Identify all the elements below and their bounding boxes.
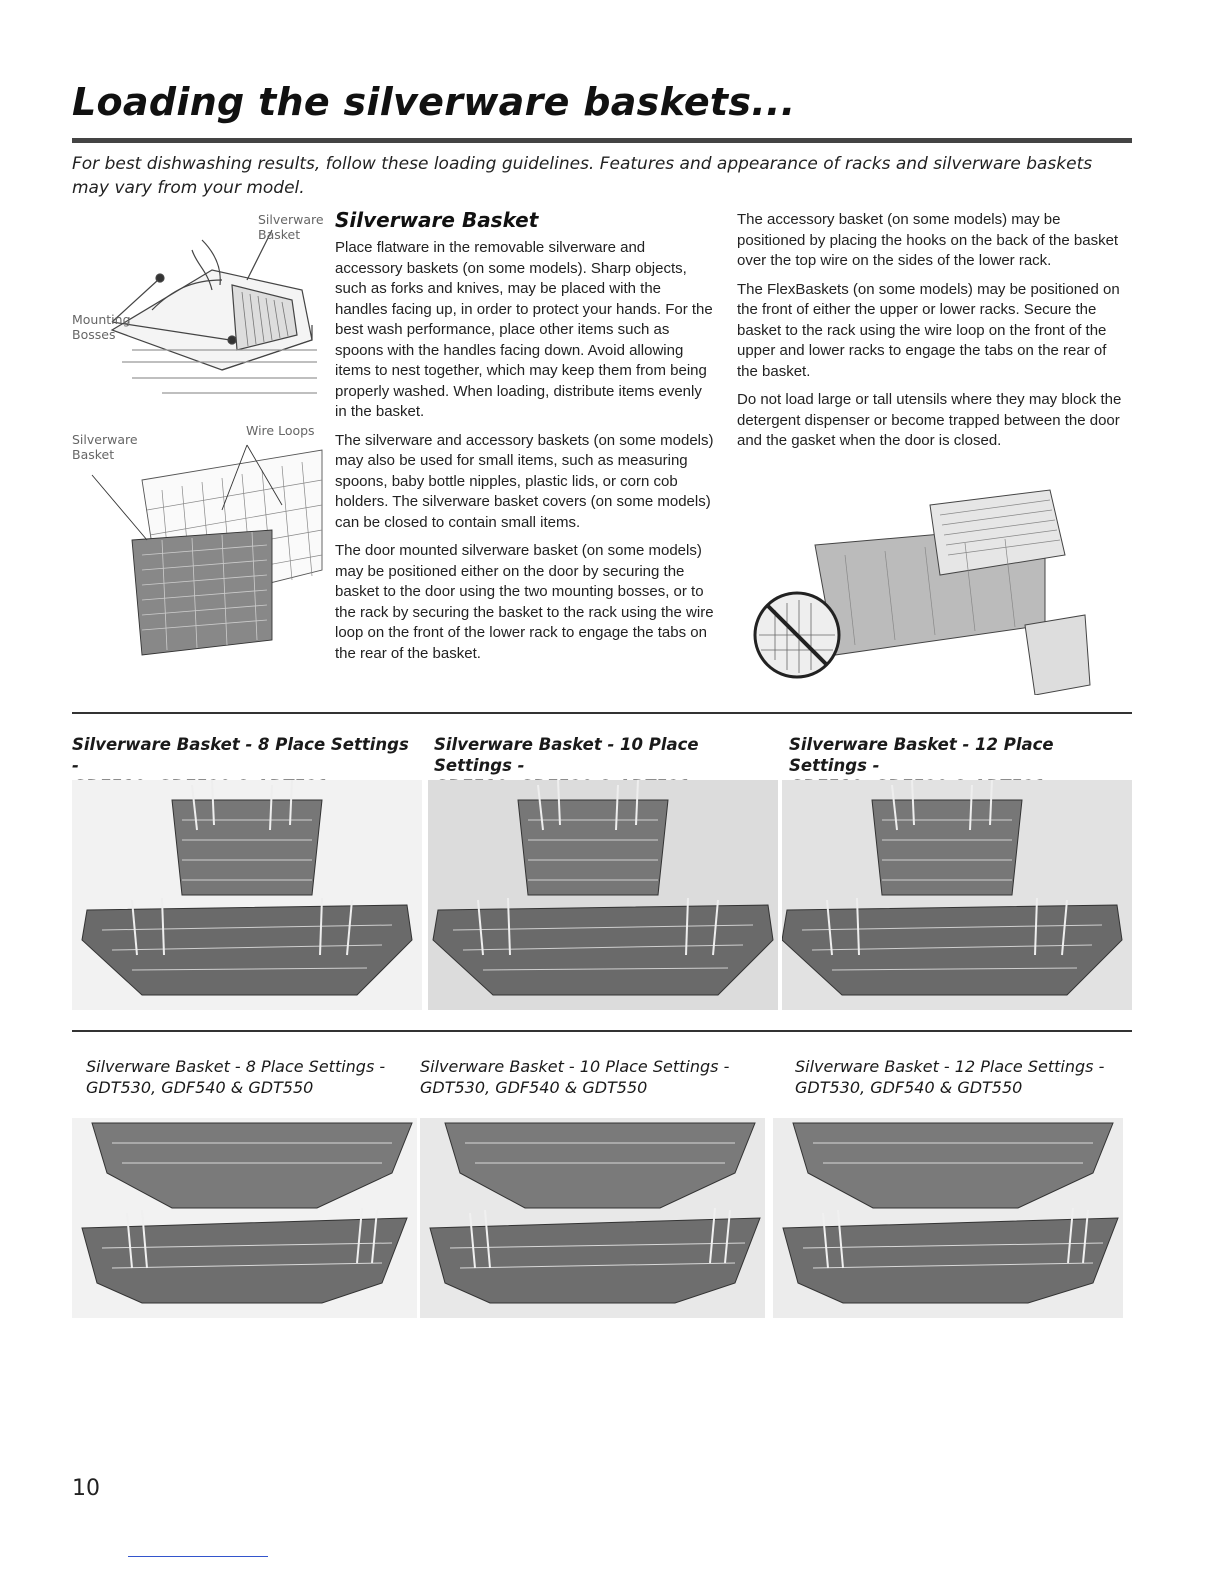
paragraph: Place flatware in the removable silverware and accessory baskets (on some models). Sharp objects, such as forks and knives, may be placed with the handles facing up, in order to protect your hands. For the best wash performance, place other items such as spoons with the handles facing down. Avoid allowing items to nest together, which may keep them from being properly washed. When loading, distribute items evenly in the basket. — [335, 239, 713, 420]
label-silverware-basket-bottom — [72, 432, 138, 462]
divider — [72, 712, 1132, 714]
paragraph: Do not load large or tall utensils where they may block the detergent dispenser or become trapped between the door and the gasket when the door is closed. — [737, 391, 1122, 449]
caption-title: Silverware Basket - 12 Place Settings - — [795, 1057, 1105, 1076]
paragraph: The FlexBaskets (on some models) may be positioned on the front of either the upper or lower racks. Secure the basket to the rack using the wire loop on the front of the upper and lower racks to engage the tabs on the rear of the basket. — [737, 280, 1120, 380]
caption-8-place-row2 — [86, 1056, 426, 1098]
paragraph: The door mounted silverware basket (on some models) may be positioned either on the door by securing the basket to the door using the two mounting bosses, or to the rack by securing the basket to the rack using the wire loop on the front of the lower rack to engage the tabs on the rear of the basket. — [335, 542, 714, 662]
page-title: Loading the silverware baskets... — [72, 80, 796, 124]
photo-8-place-row1 — [72, 780, 422, 1010]
caption-models: GDT530, GDF540 & GDT550 — [86, 1078, 314, 1097]
flexbasket-illustration — [745, 485, 1125, 695]
label-wire-loops: Wire Loops — [246, 423, 315, 438]
section-heading: Silverware Basket — [335, 208, 539, 232]
photo-12-place-row1 — [782, 780, 1132, 1010]
photo-10-place-row1 — [428, 780, 778, 1010]
caption-title: Silverware Basket - 10 Place Settings - — [434, 735, 699, 775]
label-line: Silverware — [258, 212, 324, 227]
photo-12-place-row2 — [773, 1118, 1123, 1318]
label-silverware-basket-top — [258, 212, 324, 242]
right-column-text — [737, 210, 1122, 460]
paragraph: The accessory basket (on some models) may be positioned by placing the hooks on the back of the basket over the top wire on the sides of the lower rack. — [737, 211, 1119, 269]
label-mounting-bosses — [72, 312, 131, 342]
label-line: Bosses — [72, 327, 116, 342]
middle-column-text — [335, 238, 715, 672]
caption-title: Silverware Basket - 10 Place Settings - — [420, 1057, 730, 1076]
label-line: Basket — [72, 447, 115, 462]
caption-12-place-row2 — [795, 1056, 1135, 1098]
caption-models: GDT530, GDF540 & GDT550 — [420, 1078, 648, 1097]
caption-models: GDT530, GDF540 & GDT550 — [795, 1078, 1023, 1097]
photo-8-place-row2 — [72, 1118, 417, 1318]
divider — [72, 1030, 1132, 1032]
label-line: Silverware — [72, 432, 138, 447]
photo-10-place-row2 — [420, 1118, 765, 1318]
caption-title: Silverware Basket - 8 Place Settings - — [86, 1057, 386, 1076]
caption-title: Silverware Basket - 8 Place Settings - — [72, 735, 409, 775]
title-divider — [72, 138, 1132, 143]
caption-title: Silverware Basket - 12 Place Settings - — [789, 735, 1054, 775]
label-line: Basket — [258, 227, 301, 242]
page-number: 10 — [72, 1476, 100, 1501]
caption-10-place-row2 — [420, 1056, 760, 1098]
intro-text: For best dishwashing results, follow these loading guidelines. Features and appearance of racks and silverware baskets may vary from your model. — [72, 154, 1093, 198]
paragraph: The silverware and accessory baskets (on some models) may also be used for small items, such as measuring spoons, baby bottle nipples, plastic lids, or corn cob holders. The silverware basket covers (on some models) can be closed to contain small items. — [335, 431, 714, 531]
label-line: Mounting — [72, 312, 131, 327]
footer-line — [128, 1556, 268, 1557]
